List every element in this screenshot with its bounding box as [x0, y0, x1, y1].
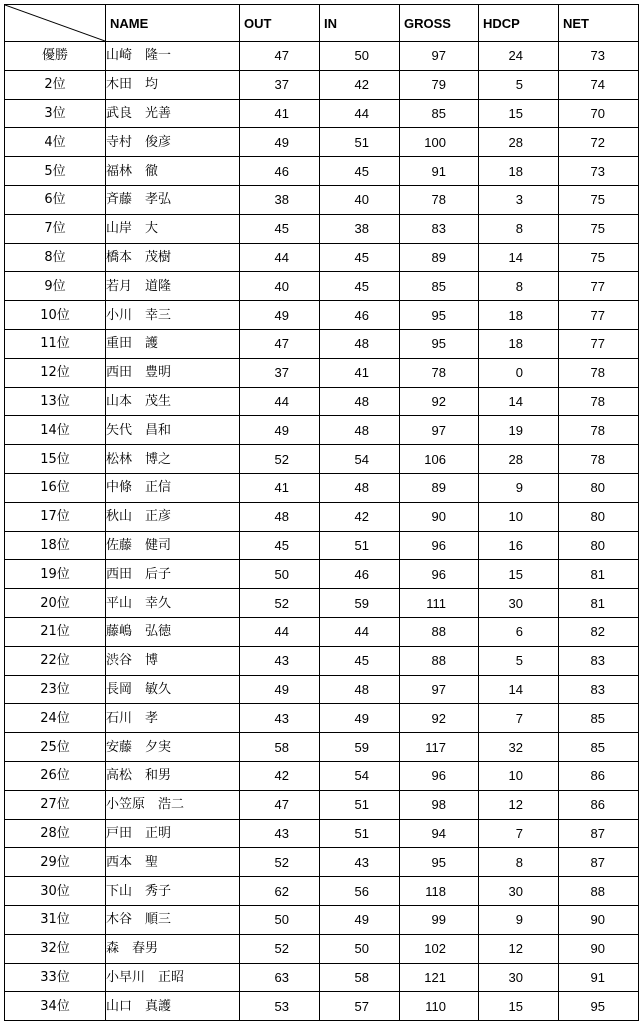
table-row [5, 790, 639, 819]
net-score-cell: 80 [559, 531, 639, 560]
in-score-cell: 41 [320, 358, 400, 387]
handicap-cell: 15 [479, 560, 559, 589]
in-score-cell: 58 [320, 963, 400, 992]
in-score-cell: 54 [320, 445, 400, 474]
gross-score-cell: 96 [400, 761, 479, 790]
out-score-cell: 42 [240, 761, 320, 790]
gross-score-cell: 110 [400, 992, 479, 1021]
in-score-cell: 51 [320, 128, 400, 157]
handicap-cell: 32 [479, 733, 559, 762]
table-row [5, 387, 639, 416]
handicap-cell: 7 [479, 819, 559, 848]
player-name-cell: 若月 道隆 [106, 272, 240, 301]
in-score-cell: 44 [320, 617, 400, 646]
gross-score-cell: 95 [400, 301, 479, 330]
in-score-cell: 48 [320, 329, 400, 358]
player-name-cell: 佐藤 健司 [106, 531, 240, 560]
out-score-cell: 49 [240, 301, 320, 330]
handicap-cell: 15 [479, 992, 559, 1021]
handicap-cell: 12 [479, 790, 559, 819]
in-score-cell: 48 [320, 387, 400, 416]
handicap-cell: 14 [479, 675, 559, 704]
rank-cell: 7位 [5, 214, 106, 243]
net-score-cell: 81 [559, 589, 639, 618]
out-score-cell: 53 [240, 992, 320, 1021]
handicap-cell: 9 [479, 473, 559, 502]
table-row [5, 617, 639, 646]
player-name-cell: 森 春男 [106, 934, 240, 963]
table-row [5, 992, 639, 1021]
corner-cell [5, 5, 106, 42]
results-body [5, 42, 639, 1021]
out-score-cell: 44 [240, 243, 320, 272]
player-name-cell: 戸田 正明 [106, 819, 240, 848]
net-score-cell: 88 [559, 877, 639, 906]
in-score-cell: 40 [320, 185, 400, 214]
header-row [5, 5, 639, 42]
rank-cell: 18位 [5, 531, 106, 560]
net-score-cell: 75 [559, 214, 639, 243]
in-score-cell: 51 [320, 531, 400, 560]
net-score-cell: 74 [559, 70, 639, 99]
gross-score-cell: 97 [400, 416, 479, 445]
net-score-cell: 83 [559, 646, 639, 675]
net-score-cell: 78 [559, 416, 639, 445]
table-row [5, 272, 639, 301]
rank-cell: 30位 [5, 877, 106, 906]
rank-cell: 31位 [5, 905, 106, 934]
gross-score-cell: 91 [400, 157, 479, 186]
table-row [5, 848, 639, 877]
table-row [5, 761, 639, 790]
net-score-cell: 77 [559, 272, 639, 301]
in-score-cell: 56 [320, 877, 400, 906]
in-score-cell: 50 [320, 934, 400, 963]
header-out: OUT [240, 5, 320, 42]
net-score-cell: 78 [559, 387, 639, 416]
gross-score-cell: 97 [400, 42, 479, 71]
net-score-cell: 86 [559, 761, 639, 790]
net-score-cell: 73 [559, 42, 639, 71]
out-score-cell: 46 [240, 157, 320, 186]
handicap-cell: 19 [479, 416, 559, 445]
gross-score-cell: 79 [400, 70, 479, 99]
handicap-cell: 24 [479, 42, 559, 71]
handicap-cell: 12 [479, 934, 559, 963]
in-score-cell: 48 [320, 675, 400, 704]
handicap-cell: 5 [479, 70, 559, 99]
gross-score-cell: 78 [400, 358, 479, 387]
player-name-cell: 藤嶋 弘徳 [106, 617, 240, 646]
player-name-cell: 重田 護 [106, 329, 240, 358]
rank-cell: 19位 [5, 560, 106, 589]
in-score-cell: 43 [320, 848, 400, 877]
in-score-cell: 54 [320, 761, 400, 790]
rank-cell: 17位 [5, 502, 106, 531]
rank-cell: 15位 [5, 445, 106, 474]
in-score-cell: 38 [320, 214, 400, 243]
gross-score-cell: 111 [400, 589, 479, 618]
net-score-cell: 87 [559, 848, 639, 877]
out-score-cell: 52 [240, 445, 320, 474]
gross-score-cell: 95 [400, 848, 479, 877]
table-row [5, 473, 639, 502]
in-score-cell: 44 [320, 99, 400, 128]
table-row [5, 157, 639, 186]
in-score-cell: 46 [320, 560, 400, 589]
net-score-cell: 81 [559, 560, 639, 589]
table-row [5, 646, 639, 675]
table-row [5, 185, 639, 214]
rank-cell: 23位 [5, 675, 106, 704]
out-score-cell: 38 [240, 185, 320, 214]
net-score-cell: 75 [559, 185, 639, 214]
net-score-cell: 86 [559, 790, 639, 819]
out-score-cell: 37 [240, 70, 320, 99]
in-score-cell: 49 [320, 704, 400, 733]
table-row [5, 819, 639, 848]
net-score-cell: 87 [559, 819, 639, 848]
handicap-cell: 14 [479, 243, 559, 272]
rank-cell: 32位 [5, 934, 106, 963]
gross-score-cell: 89 [400, 243, 479, 272]
net-score-cell: 80 [559, 502, 639, 531]
table-row [5, 560, 639, 589]
in-score-cell: 45 [320, 272, 400, 301]
table-row [5, 531, 639, 560]
table-row [5, 416, 639, 445]
handicap-cell: 9 [479, 905, 559, 934]
gross-score-cell: 102 [400, 934, 479, 963]
player-name-cell: 高松 和男 [106, 761, 240, 790]
out-score-cell: 47 [240, 790, 320, 819]
in-score-cell: 59 [320, 733, 400, 762]
gross-score-cell: 98 [400, 790, 479, 819]
net-score-cell: 78 [559, 445, 639, 474]
player-name-cell: 矢代 昌和 [106, 416, 240, 445]
handicap-cell: 30 [479, 877, 559, 906]
rank-cell: 25位 [5, 733, 106, 762]
rank-cell: 20位 [5, 589, 106, 618]
handicap-cell: 28 [479, 128, 559, 157]
handicap-cell: 15 [479, 99, 559, 128]
gross-score-cell: 85 [400, 272, 479, 301]
header-name: NAME [106, 5, 240, 42]
handicap-cell: 10 [479, 761, 559, 790]
out-score-cell: 37 [240, 358, 320, 387]
table-row [5, 128, 639, 157]
rank-cell: 13位 [5, 387, 106, 416]
rank-cell: 優勝 [5, 42, 106, 71]
table-row [5, 42, 639, 71]
table-row [5, 963, 639, 992]
out-score-cell: 44 [240, 387, 320, 416]
player-name-cell: 寺村 俊彦 [106, 128, 240, 157]
player-name-cell: 長岡 敏久 [106, 675, 240, 704]
table-row [5, 704, 639, 733]
in-score-cell: 48 [320, 473, 400, 502]
gross-score-cell: 95 [400, 329, 479, 358]
table-row [5, 358, 639, 387]
player-name-cell: 山口 真護 [106, 992, 240, 1021]
player-name-cell: 西田 后子 [106, 560, 240, 589]
header-hdcp: HDCP [479, 5, 559, 42]
out-score-cell: 41 [240, 473, 320, 502]
in-score-cell: 45 [320, 157, 400, 186]
player-name-cell: 山本 茂生 [106, 387, 240, 416]
out-score-cell: 52 [240, 848, 320, 877]
in-score-cell: 59 [320, 589, 400, 618]
out-score-cell: 50 [240, 560, 320, 589]
gross-score-cell: 121 [400, 963, 479, 992]
player-name-cell: 石川 孝 [106, 704, 240, 733]
table-row [5, 445, 639, 474]
gross-score-cell: 96 [400, 560, 479, 589]
player-name-cell: 小笠原 浩二 [106, 790, 240, 819]
player-name-cell: 木田 均 [106, 70, 240, 99]
out-score-cell: 52 [240, 589, 320, 618]
net-score-cell: 78 [559, 358, 639, 387]
in-score-cell: 46 [320, 301, 400, 330]
rank-cell: 5位 [5, 157, 106, 186]
out-score-cell: 43 [240, 704, 320, 733]
handicap-cell: 18 [479, 329, 559, 358]
handicap-cell: 30 [479, 963, 559, 992]
in-score-cell: 42 [320, 502, 400, 531]
table-row [5, 329, 639, 358]
table-row [5, 589, 639, 618]
rank-cell: 16位 [5, 473, 106, 502]
net-score-cell: 72 [559, 128, 639, 157]
in-score-cell: 48 [320, 416, 400, 445]
gross-score-cell: 99 [400, 905, 479, 934]
out-score-cell: 43 [240, 819, 320, 848]
header-net: NET [559, 5, 639, 42]
player-name-cell: 中條 正信 [106, 473, 240, 502]
player-name-cell: 秋山 正彦 [106, 502, 240, 531]
results-table [4, 4, 639, 1021]
table-row [5, 502, 639, 531]
out-score-cell: 58 [240, 733, 320, 762]
player-name-cell: 平山 幸久 [106, 589, 240, 618]
rank-cell: 3位 [5, 99, 106, 128]
table-row [5, 99, 639, 128]
rank-cell: 24位 [5, 704, 106, 733]
out-score-cell: 45 [240, 531, 320, 560]
player-name-cell: 福林 徹 [106, 157, 240, 186]
handicap-cell: 18 [479, 157, 559, 186]
in-score-cell: 45 [320, 243, 400, 272]
handicap-cell: 18 [479, 301, 559, 330]
handicap-cell: 28 [479, 445, 559, 474]
handicap-cell: 8 [479, 848, 559, 877]
out-score-cell: 43 [240, 646, 320, 675]
out-score-cell: 48 [240, 502, 320, 531]
rank-cell: 34位 [5, 992, 106, 1021]
net-score-cell: 82 [559, 617, 639, 646]
gross-score-cell: 88 [400, 617, 479, 646]
rank-cell: 11位 [5, 329, 106, 358]
in-score-cell: 42 [320, 70, 400, 99]
rank-cell: 10位 [5, 301, 106, 330]
gross-score-cell: 117 [400, 733, 479, 762]
header-in: IN [320, 5, 400, 42]
out-score-cell: 49 [240, 416, 320, 445]
table-row [5, 733, 639, 762]
player-name-cell: 小早川 正昭 [106, 963, 240, 992]
net-score-cell: 73 [559, 157, 639, 186]
in-score-cell: 50 [320, 42, 400, 71]
player-name-cell: 木谷 順三 [106, 905, 240, 934]
rank-cell: 27位 [5, 790, 106, 819]
out-score-cell: 63 [240, 963, 320, 992]
net-score-cell: 91 [559, 963, 639, 992]
rank-cell: 2位 [5, 70, 106, 99]
handicap-cell: 8 [479, 214, 559, 243]
net-score-cell: 83 [559, 675, 639, 704]
handicap-cell: 0 [479, 358, 559, 387]
rank-cell: 9位 [5, 272, 106, 301]
player-name-cell: 西本 聖 [106, 848, 240, 877]
player-name-cell: 橋本 茂樹 [106, 243, 240, 272]
out-score-cell: 47 [240, 329, 320, 358]
handicap-cell: 10 [479, 502, 559, 531]
out-score-cell: 41 [240, 99, 320, 128]
out-score-cell: 45 [240, 214, 320, 243]
handicap-cell: 8 [479, 272, 559, 301]
table-row [5, 675, 639, 704]
out-score-cell: 44 [240, 617, 320, 646]
player-name-cell: 西田 豊明 [106, 358, 240, 387]
net-score-cell: 85 [559, 704, 639, 733]
net-score-cell: 90 [559, 905, 639, 934]
net-score-cell: 85 [559, 733, 639, 762]
player-name-cell: 武良 光善 [106, 99, 240, 128]
in-score-cell: 51 [320, 819, 400, 848]
out-score-cell: 40 [240, 272, 320, 301]
handicap-cell: 14 [479, 387, 559, 416]
net-score-cell: 70 [559, 99, 639, 128]
player-name-cell: 山岸 大 [106, 214, 240, 243]
rank-cell: 33位 [5, 963, 106, 992]
net-score-cell: 77 [559, 301, 639, 330]
gross-score-cell: 106 [400, 445, 479, 474]
gross-score-cell: 97 [400, 675, 479, 704]
rank-cell: 21位 [5, 617, 106, 646]
net-score-cell: 90 [559, 934, 639, 963]
out-score-cell: 49 [240, 128, 320, 157]
handicap-cell: 5 [479, 646, 559, 675]
gross-score-cell: 83 [400, 214, 479, 243]
net-score-cell: 95 [559, 992, 639, 1021]
out-score-cell: 49 [240, 675, 320, 704]
gross-score-cell: 94 [400, 819, 479, 848]
player-name-cell: 安藤 夕実 [106, 733, 240, 762]
in-score-cell: 45 [320, 646, 400, 675]
gross-score-cell: 85 [400, 99, 479, 128]
rank-cell: 6位 [5, 185, 106, 214]
in-score-cell: 57 [320, 992, 400, 1021]
rank-cell: 22位 [5, 646, 106, 675]
handicap-cell: 7 [479, 704, 559, 733]
gross-score-cell: 92 [400, 387, 479, 416]
in-score-cell: 49 [320, 905, 400, 934]
table-row [5, 934, 639, 963]
rank-cell: 26位 [5, 761, 106, 790]
player-name-cell: 小川 幸三 [106, 301, 240, 330]
table-row [5, 70, 639, 99]
gross-score-cell: 90 [400, 502, 479, 531]
out-score-cell: 62 [240, 877, 320, 906]
gross-score-cell: 88 [400, 646, 479, 675]
rank-cell: 14位 [5, 416, 106, 445]
net-score-cell: 75 [559, 243, 639, 272]
out-score-cell: 47 [240, 42, 320, 71]
rank-cell: 4位 [5, 128, 106, 157]
gross-score-cell: 78 [400, 185, 479, 214]
net-score-cell: 77 [559, 329, 639, 358]
rank-cell: 12位 [5, 358, 106, 387]
gross-score-cell: 96 [400, 531, 479, 560]
table-row [5, 214, 639, 243]
player-name-cell: 松林 博之 [106, 445, 240, 474]
player-name-cell: 山崎 隆一 [106, 42, 240, 71]
out-score-cell: 50 [240, 905, 320, 934]
gross-score-cell: 100 [400, 128, 479, 157]
net-score-cell: 80 [559, 473, 639, 502]
gross-score-cell: 89 [400, 473, 479, 502]
gross-score-cell: 92 [400, 704, 479, 733]
rank-cell: 29位 [5, 848, 106, 877]
rank-cell: 28位 [5, 819, 106, 848]
rank-cell: 8位 [5, 243, 106, 272]
table-row [5, 243, 639, 272]
table-row [5, 877, 639, 906]
player-name-cell: 下山 秀子 [106, 877, 240, 906]
table-row [5, 905, 639, 934]
player-name-cell: 渋谷 博 [106, 646, 240, 675]
handicap-cell: 6 [479, 617, 559, 646]
gross-score-cell: 118 [400, 877, 479, 906]
player-name-cell: 斉藤 孝弘 [106, 185, 240, 214]
handicap-cell: 30 [479, 589, 559, 618]
header-gross: GROSS [400, 5, 479, 42]
handicap-cell: 16 [479, 531, 559, 560]
diagonal-line [5, 5, 105, 41]
handicap-cell: 3 [479, 185, 559, 214]
out-score-cell: 52 [240, 934, 320, 963]
table-row [5, 301, 639, 330]
in-score-cell: 51 [320, 790, 400, 819]
